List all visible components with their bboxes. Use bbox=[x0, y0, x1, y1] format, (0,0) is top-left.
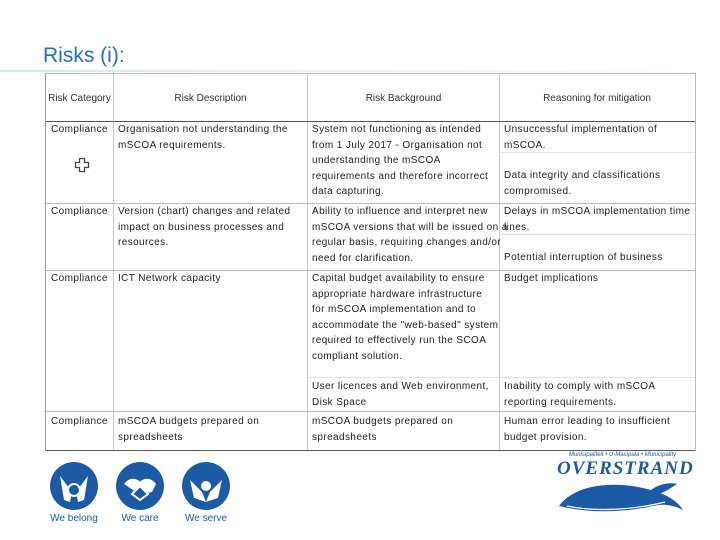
row1-category: Compliance bbox=[51, 124, 108, 135]
we-care-label: We care bbox=[121, 513, 159, 524]
row-divider bbox=[46, 73, 695, 74]
we-serve-logo bbox=[175, 462, 237, 524]
row2-background: Ability to influence and interpret new mSCOA versions that will be issued on a regular basis, requiring changes and/or need for clarification. bbox=[312, 206, 508, 264]
row3-category: Compliance bbox=[51, 273, 108, 284]
title-divider bbox=[0, 70, 720, 72]
brand-name: OVERSTRAND bbox=[557, 458, 694, 479]
row-divider bbox=[46, 450, 695, 451]
row3-mitigation-a: Budget implications bbox=[504, 273, 599, 284]
plus-icon bbox=[74, 157, 90, 173]
row1-mitigation-a: Unsuccessful implementation of mSCOA. bbox=[504, 124, 658, 151]
page-title: Risks (i): bbox=[43, 44, 125, 67]
we-serve-icon bbox=[182, 462, 230, 510]
row4-mitigation-a: Human error leading to insufficient budget provision. bbox=[504, 416, 671, 443]
row2-mitigation-b: Potential interruption of business bbox=[504, 252, 663, 263]
header-risk-category: Risk Category bbox=[48, 93, 111, 104]
header-mitigation: Reasoning for mitigation bbox=[543, 93, 651, 104]
row2-description: Version (chart) changes and related impact on business processes and resources. bbox=[118, 206, 291, 248]
risk-table bbox=[45, 73, 696, 451]
row3-background-b: User licences and Web environment, Disk Space bbox=[312, 381, 489, 408]
we-belong-icon bbox=[50, 462, 98, 510]
row3-background: Capital budget availability to ensure appropriate hardware infrastructure for mSCOA implementation and to accommodate the "web-based" system required to effectively run the SCOA compliant solution. bbox=[312, 273, 499, 362]
row-divider bbox=[307, 377, 695, 378]
we-belong-logo bbox=[43, 462, 105, 524]
row4-description: mSCOA budgets prepared on spreadsheets bbox=[118, 416, 260, 443]
row1-mitigation-b: Data integrity and classifications compromised. bbox=[504, 170, 661, 197]
row2-mitigation-a: Delays in mSCOA implementation time lines. bbox=[504, 206, 691, 233]
row2-category: Compliance bbox=[51, 206, 108, 217]
whale-logo-icon bbox=[555, 476, 690, 520]
we-belong-label: We belong bbox=[50, 513, 98, 524]
column-divider bbox=[307, 73, 308, 451]
row1-background: System not functioning as intended from 1 July 2017 - Organisation not understanding the mSCOA requirements and therefore incorrect data capturing. bbox=[312, 124, 489, 197]
brand-tagline: Munisipaliteit • U-Masipala • Municipality bbox=[568, 452, 677, 458]
row-divider bbox=[46, 411, 695, 412]
row3-mitigation-b: Inability to comply with mSCOA reporting requirements. bbox=[504, 381, 656, 408]
we-care-logo bbox=[109, 462, 171, 524]
row4-background: mSCOA budgets prepared on spreadsheets bbox=[312, 416, 454, 443]
we-serve-label: We serve bbox=[184, 513, 228, 524]
we-care-icon bbox=[116, 462, 164, 510]
header-risk-description: Risk Description bbox=[174, 93, 247, 104]
row3-description: ICT Network capacity bbox=[118, 273, 221, 284]
row4-category: Compliance bbox=[51, 416, 108, 427]
overstrand-logo bbox=[555, 452, 694, 520]
column-divider bbox=[113, 73, 114, 451]
header-risk-background: Risk Background bbox=[365, 93, 442, 104]
row1-description: Organisation not understanding the mSCOA requirements. bbox=[118, 124, 288, 151]
